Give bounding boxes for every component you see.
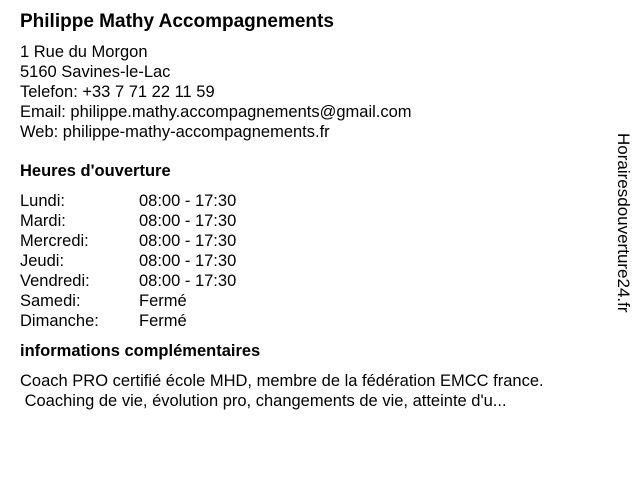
address-city: 5160 Savines-le-Lac <box>20 63 171 81</box>
hours-time: 08:00 - 17:30 <box>139 192 237 210</box>
web-line: Web: philippe-mathy-accompagnements.fr <box>20 123 330 141</box>
hours-day: Dimanche: <box>20 312 99 330</box>
watermark <box>608 133 638 345</box>
opening-hours-table <box>20 191 610 331</box>
hours-day: Vendredi: <box>20 272 90 290</box>
hours-day: Jeudi: <box>20 252 65 270</box>
address-street: 1 Rue du Morgon <box>20 43 148 61</box>
description-line-1: Coach PRO certifié école MHD, membre de la fédération EMCC france. <box>20 372 544 390</box>
hours-row-saturday <box>20 291 610 311</box>
hours-day: Mardi: <box>20 212 66 230</box>
opening-hours-heading: Heures d'ouverture <box>20 162 171 180</box>
hours-row-wednesday <box>20 231 610 251</box>
hours-time: 08:00 - 17:30 <box>139 212 237 230</box>
hours-row-tuesday <box>20 211 610 231</box>
description-line-2: Coaching de vie, évolution pro, changements de vie, atteinte d'u... <box>20 392 507 410</box>
business-card <box>20 10 610 411</box>
hours-day: Lundi: <box>20 192 65 210</box>
email-line: Email: philippe.mathy.accompagnements@gmail.com <box>20 103 412 121</box>
hours-row-friday <box>20 271 610 291</box>
hours-row-sunday <box>20 311 610 331</box>
hours-day: Mercredi: <box>20 232 89 250</box>
business-name: Philippe Mathy Accompagnements <box>20 11 334 32</box>
hours-time: Fermé <box>139 292 187 310</box>
additional-info-heading: informations complémentaires <box>20 342 261 360</box>
hours-row-thursday <box>20 251 610 271</box>
hours-time: Fermé <box>139 312 187 330</box>
hours-day: Samedi: <box>20 292 81 310</box>
hours-time: 08:00 - 17:30 <box>139 272 237 290</box>
hours-time: 08:00 - 17:30 <box>139 232 237 250</box>
hours-time: 08:00 - 17:30 <box>139 252 237 270</box>
watermark-text: Horairesdouverture24.fr <box>614 133 633 313</box>
hours-row-monday <box>20 191 610 211</box>
phone-line: Telefon: +33 7 71 22 11 59 <box>20 83 215 101</box>
